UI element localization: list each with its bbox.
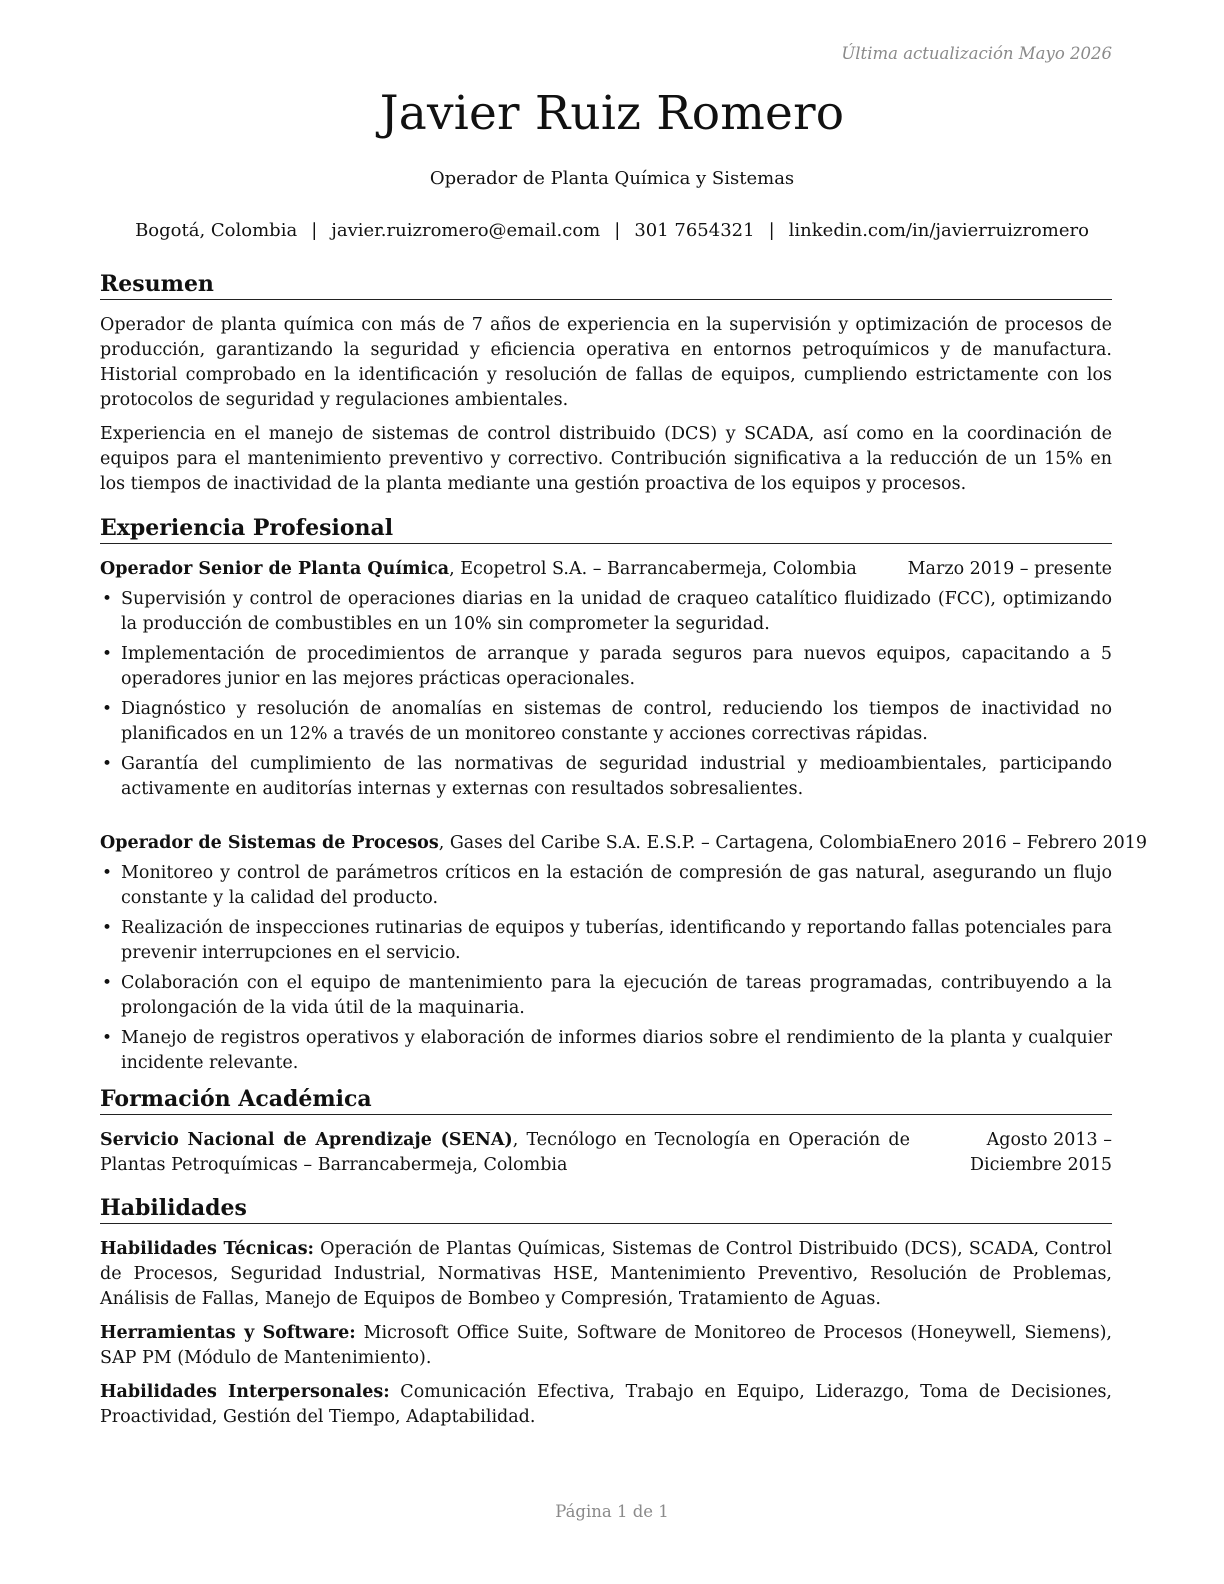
- skill-group: [100, 1237, 1112, 1312]
- skill-group-text: Comunicación Efectiva, Trabajo en Equipo, Liderazgo, Toma de Decisiones, Proactividad, Gestión del Tiempo, Adaptabilidad.: [100, 1382, 1112, 1427]
- job-role: Operador de Sistemas de Procesos: [100, 833, 439, 853]
- skill-group: [100, 1380, 1112, 1430]
- experience-section: [100, 514, 1148, 1081]
- skill-group-text: Microsoft Office Suite, Software de Monitoreo de Procesos (Honeywell, Siemens), SAP PM (Módulo de Mantenimiento).: [100, 1323, 1112, 1368]
- skills-heading: Habilidades: [100, 1194, 1112, 1224]
- skill-group-text: Operación de Plantas Químicas, Sistemas de Control Distribuido (DCS), SCADA, Control de Procesos, Seguridad Industrial, Normativas HSE, Mantenimiento Preventivo, Resolución de Problemas, Análisis de Fallas, Manejo de Equipos de Bombeo y Compresión, Tratamiento de Aguas.: [100, 1239, 1112, 1309]
- list-item: • Implementación de procedimientos de arranque y parada seguros para nuevos equipos, capacitando a 5 operadores junior en las mejores prácticas operacionales.: [100, 642, 1112, 692]
- education-dates: Agosto 2013 – Diciembre 2015: [970, 1130, 1112, 1175]
- education-description: [100, 1128, 910, 1178]
- experience-heading: Experiencia Profesional: [100, 514, 1112, 544]
- contact-separator: |: [768, 220, 775, 241]
- education-details: , Tecnólogo en Tecnología en Operación de Plantas Petroquímicas – Barrancabermeja, Colombia: [100, 1130, 910, 1175]
- job-entry: [100, 831, 1148, 1076]
- education-entry: [100, 1128, 1112, 1178]
- job-bullets: [100, 861, 1112, 1076]
- contact-location: Bogotá, Colombia: [135, 220, 298, 241]
- job-header: [100, 831, 1148, 856]
- list-item: • Colaboración con el equipo de mantenimiento para la ejecución de tareas programadas, contribuyendo a la prolongación de la vida útil de la maquinaria.: [100, 971, 1112, 1021]
- contact-separator: |: [614, 220, 621, 241]
- last-updated: Última actualización Mayo 2026: [841, 44, 1112, 63]
- job-dates: Enero 2016 – Febrero 2019: [903, 833, 1148, 853]
- candidate-name: Javier Ruiz Romero: [379, 86, 845, 141]
- job-role-company: [100, 831, 903, 856]
- job-role-company: [100, 557, 857, 582]
- job-title: Operador de Planta Química y Sistemas: [429, 168, 795, 189]
- contact-separator: |: [311, 220, 318, 241]
- contact-linkedin[interactable]: linkedin.com/in/javierruizromero: [788, 220, 1089, 241]
- list-item: • Monitoreo y control de parámetros críticos en la estación de compresión de gas natural, asegurando un flujo constante y la calidad del producto.: [100, 861, 1112, 911]
- skill-group-label: Habilidades Interpersonales:: [100, 1382, 390, 1402]
- skill-group-label: Herramientas y Software:: [100, 1323, 356, 1343]
- skill-group: [100, 1321, 1112, 1371]
- list-item: • Supervisión y control de operaciones diarias en la unidad de craqueo catalítico fluidizado (FCC), optimizando la producción de combustibles en un 10% sin comprometer la seguridad.: [100, 587, 1112, 637]
- education-section: [100, 1085, 1112, 1178]
- job-company: , Gases del Caribe S.A. E.S.P. – Cartagena, Colombia: [438, 833, 904, 853]
- contact-email[interactable]: javier.ruizromero@email.com: [331, 220, 601, 241]
- job-company: , Ecopetrol S.A. – Barrancabermeja, Colombia: [449, 559, 857, 579]
- contact-line: [0, 220, 1224, 241]
- summary-paragraph: Operador de planta química con más de 7 años de experiencia en la supervisión y optimización de procesos de producción, garantizando la seguridad y eficiencia operativa en entornos petroquímicos y de manufactura. Historial comprobado en la identificación y resolución de fallas de equipos, cumpliendo estrictamente con los protocolos de seguridad y regulaciones ambientales.: [100, 315, 1112, 410]
- skills-section: [100, 1194, 1112, 1439]
- summary-heading: Resumen: [100, 270, 1112, 300]
- page-number: Página 1 de 1: [555, 1502, 669, 1521]
- list-item: • Garantía del cumplimiento de las normativas de seguridad industrial y medioambientales, participando activamente en auditorías internas y externas con resultados sobresalientes.: [100, 752, 1112, 802]
- job-bullets: [100, 587, 1112, 802]
- job-dates: Marzo 2019 – presente: [907, 559, 1112, 579]
- summary-section: [100, 270, 1112, 506]
- job-role: Operador Senior de Planta Química: [100, 559, 450, 579]
- list-item: • Realización de inspecciones rutinarias de equipos y tuberías, identificando y reportando fallas potenciales para prevenir interrupciones en el servicio.: [100, 916, 1112, 966]
- summary-paragraph: Experiencia en el manejo de sistemas de control distribuido (DCS) y SCADA, así como en la coordinación de equipos para el mantenimiento preventivo y correctivo. Contribución significativa a la reducción de un 15% en los tiempos de inactividad de la planta mediante una gestión proactiva de los equipos y procesos.: [100, 424, 1112, 494]
- list-item: • Diagnóstico y resolución de anomalías en sistemas de control, reduciendo los tiempos de inactividad no planificados en un 12% a través de un monitoreo constante y acciones correctivas rápidas.: [100, 697, 1112, 747]
- contact-phone: 301 7654321: [634, 220, 755, 241]
- job-entry: [100, 557, 1112, 802]
- education-institution: Servicio Nacional de Aprendizaje (SENA): [100, 1130, 513, 1150]
- skill-group-label: Habilidades Técnicas:: [100, 1239, 315, 1259]
- job-header: [100, 557, 1112, 582]
- education-heading: Formación Académica: [100, 1085, 1112, 1115]
- list-item: • Manejo de registros operativos y elaboración de informes diarios sobre el rendimiento de la planta y cualquier incidente relevante.: [100, 1026, 1112, 1076]
